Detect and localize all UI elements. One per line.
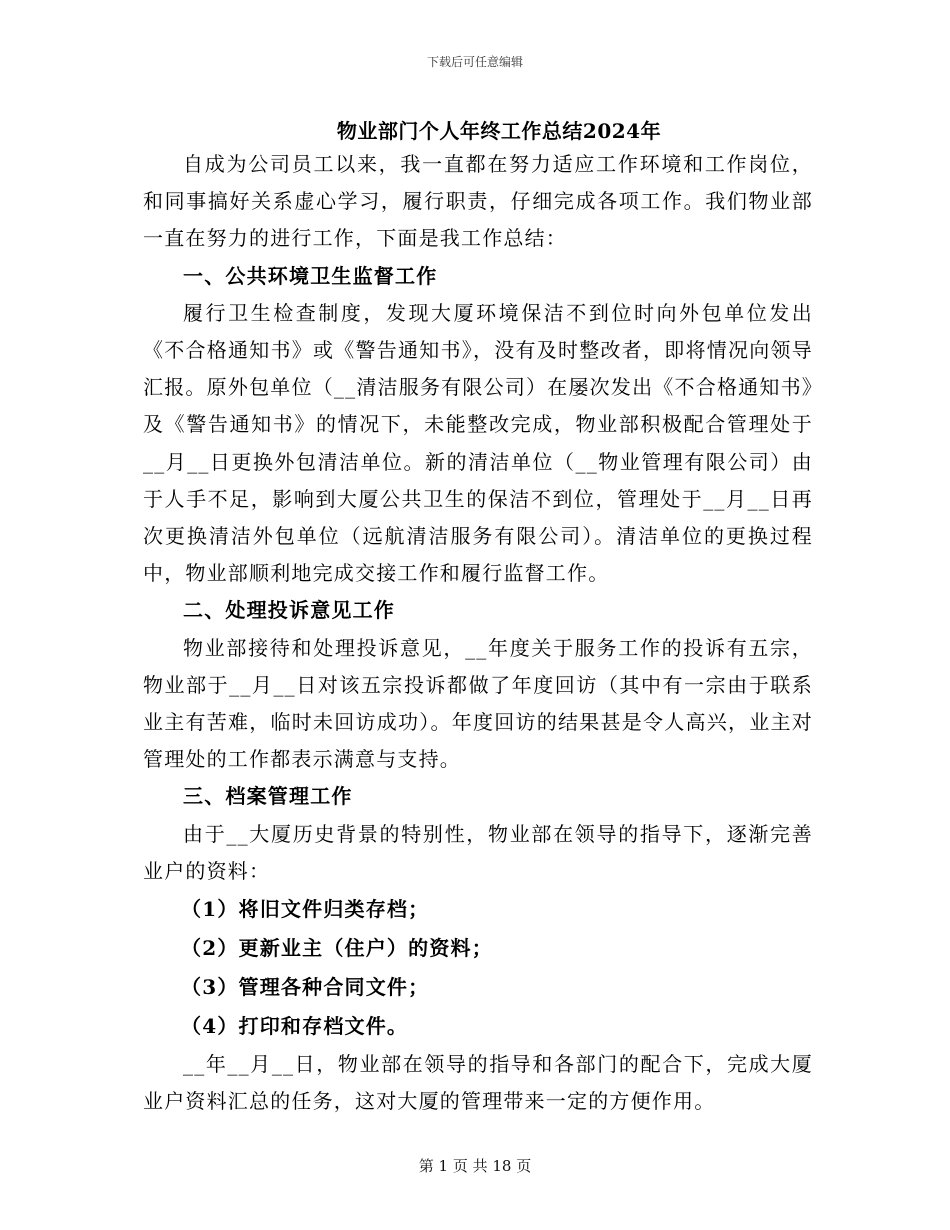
section-heading-3: 三、档案管理工作 [183, 784, 353, 809]
section-heading-1: 一、公共环境卫生监督工作 [183, 263, 438, 288]
closing-paragraph: __年__月__日，物业部在领导的指导和各部门的配合下，完成大厦业户资料汇总的任务，这对大厦的管理带来一定的方便作用。 [143, 1052, 813, 1114]
document-title: 物业部门个人年终工作总结2024年 [336, 119, 662, 143]
list-item: （3）管理各种合同文件； [181, 975, 430, 1000]
page-indicator: 第 1 页 共 18 页 [418, 1157, 532, 1175]
list-item: （1）将旧文件归类存档； [181, 897, 430, 922]
section-paragraph-1: 履行卫生检查制度，发现大厦环境保洁不到位时向外包单位发出《不合格通知书》或《警告通知书》，没有及时整改者，即将情况向领导汇报。原外包单位（__清洁服务有限公司）在屡次发出《不合格通知书》及《警告通知书》的情况下，未能整改完成，物业部积极配合管理处于__月__日更换外包清洁单位。新的清洁单位（__物业管理有限公司）由于人手不足，影响到大厦公共卫生的保洁不到位，管理处于__月__日再次更换清洁外包单位（远航清洁服务有限公司）。清洁单位的更换过程中，物业部顺利地完成交接工作和履行监督工作。 [143, 300, 813, 586]
section-heading-2: 二、处理投诉意见工作 [183, 598, 395, 623]
intro-paragraph: 自成为公司员工以来，我一直都在努力适应工作环境和工作岗位，和同事搞好关系虚心学习，履行职责，仔细完成各项工作。我们物业部一直在努力的进行工作，下面是我工作总结： [143, 152, 813, 251]
document-body [143, 146, 813, 1120]
list-item: （2）更新业主（住户）的资料； [181, 936, 493, 961]
section-paragraph-2: 物业部接待和处理投诉意见，__年度关于服务工作的投诉有五宗，物业部于__月__日对该五宗投诉都做了年度回访（其中有一宗由于联系业主有苦难，临时未回访成功）。年度回访的结果甚是令人高兴，业主对管理处的工作都表示满意与支持。 [143, 635, 813, 772]
header-note: 下载后可任意编辑 [426, 55, 523, 69]
list-item: （4）打印和存档文件。 [181, 1014, 409, 1039]
section-paragraph-3: 由于__大厦历史背景的特别性，物业部在领导的指导下，逐渐完善业户的资料： [143, 821, 813, 883]
